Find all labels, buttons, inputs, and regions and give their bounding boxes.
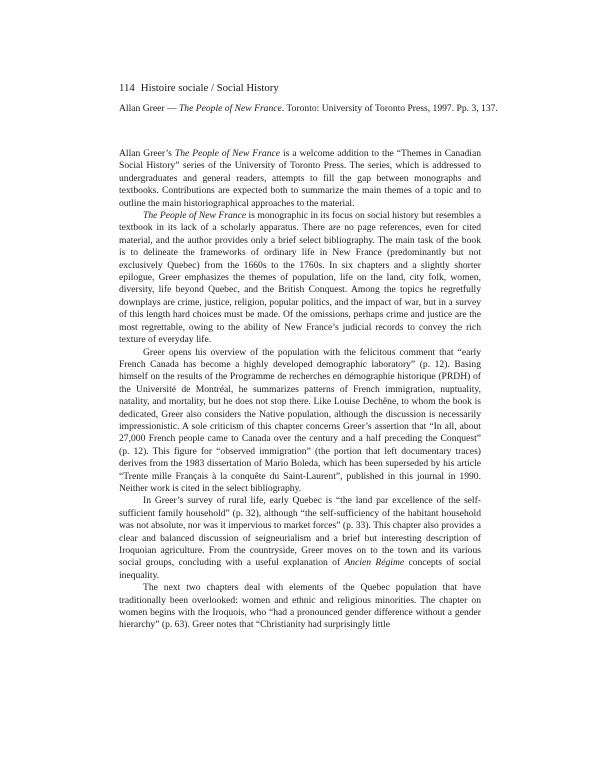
text-span: Greer opens his overview of the population with the felicitous comment that “early French Canada has become a highly developed demographic laboratory” (p. 12). Basing himself on the results of the Programme de recherches en démographie historique (PRDH) of the Université de Montréal, he summarizes patterns of French immigration, nuptuality, natality, and mortality, but he does not stop there. Like Louise Dechêne, to whom the book is dedicated, Greer also considers the Native population, although the discussion is necessarily impressionistic. A sole criticism of this chapter concerns Greer’s assertion that “In all, about 27,000 French people came to Canada over the century and a half preceding the Conquest” (p. 12). This figure for “observed immigration” (the portion that left documentary traces) derives from the 1983 dissertation of Mario Boleda, which has been superseded by his article “Trente mille Français à la conquête du Saint-Laurent”, published in this journal in 1990. Neither work is cited in the select bibliography. bbox=[119, 346, 481, 494]
paragraph bbox=[119, 582, 481, 632]
text-span: is monographic in its focus on social history but resembles a textbook in its lack of a scholarly apparatus. There are no page references, even for cited material, and the author provides only a brief select bibliography. The main task of the book is to delineate the frameworks of ordinary life in New France (predominantly but not exclusively Quebec) from the 1660s to the 1760s. In six chapters and a slightly shorter epilogue, Greer emphasizes the themes of population, life on the land, city folk, women, diversity, life beyond Quebec, and the British Conquest. Among the topics he regretfully downplays are crime, justice, religion, popular politics, and the impact of war, but in a survey of this length hard choices must be made. Of the omissions, perhaps crime and justice are the most regrettable, owing to the ability of New France’s judicial records to convey the rich texture of everyday life. bbox=[119, 210, 481, 346]
text-span: is a welcome addition to the “Themes in Canadian Social History” series of the University of Toronto Press. The series, which is addressed to undergraduates and general readers, attempts to fill the gap between monographs and textbooks. Contributions are expected both to summarize the main themes of a topic and to outline the main historiographical approaches to the material. bbox=[119, 148, 482, 209]
text-span: In Greer’s survey of rural life, early Quebec is “the land par excellence of the self-sufficient family household” (p. 32), although “the self-sufficiency of the habitant household was not absolute, nor was it impervious to market forces” (p. 33). This chapter also provides a clear and balanced discussion of seigneurialism and a brief but interesting description of Iroquoian agriculture. From the countryside, Greer moves on to the town and its various social groups, concluding with a useful explanation of bbox=[119, 495, 481, 569]
text-span: concepts of social inequality. bbox=[119, 557, 481, 581]
citation-author: Allan Greer — bbox=[119, 103, 179, 114]
citation-details: . Toronto: University of Toronto Press, 1997. Pp. 3, 137. bbox=[281, 103, 498, 114]
paragraph bbox=[119, 495, 481, 582]
book-title-italic: The People of New France bbox=[143, 210, 247, 222]
paragraph bbox=[119, 210, 481, 346]
journal-title: Histoire sociale / Social History bbox=[140, 82, 279, 94]
text-span: Allan Greer’s bbox=[119, 148, 175, 159]
text-span: The next two chapters deal with elements of the Quebec population that have traditionally been overlooked: women and ethnic and religious minorities. The chapter on women begins with the Iroquois, who “had a pronounced gender difference without a gender hierarchy” (p. 63). Greer notes that “Christianity had surprisingly little bbox=[119, 582, 481, 631]
book-title-italic: The People of New France bbox=[174, 148, 281, 159]
paragraph bbox=[119, 148, 481, 210]
running-head bbox=[119, 82, 279, 95]
paragraph bbox=[119, 347, 481, 496]
citation-book-title: The People of New France bbox=[178, 103, 282, 114]
review-body bbox=[119, 148, 481, 632]
book-citation bbox=[119, 103, 513, 115]
italic-term: Ancien Régime bbox=[344, 557, 405, 569]
page-number: 114 bbox=[119, 82, 135, 94]
